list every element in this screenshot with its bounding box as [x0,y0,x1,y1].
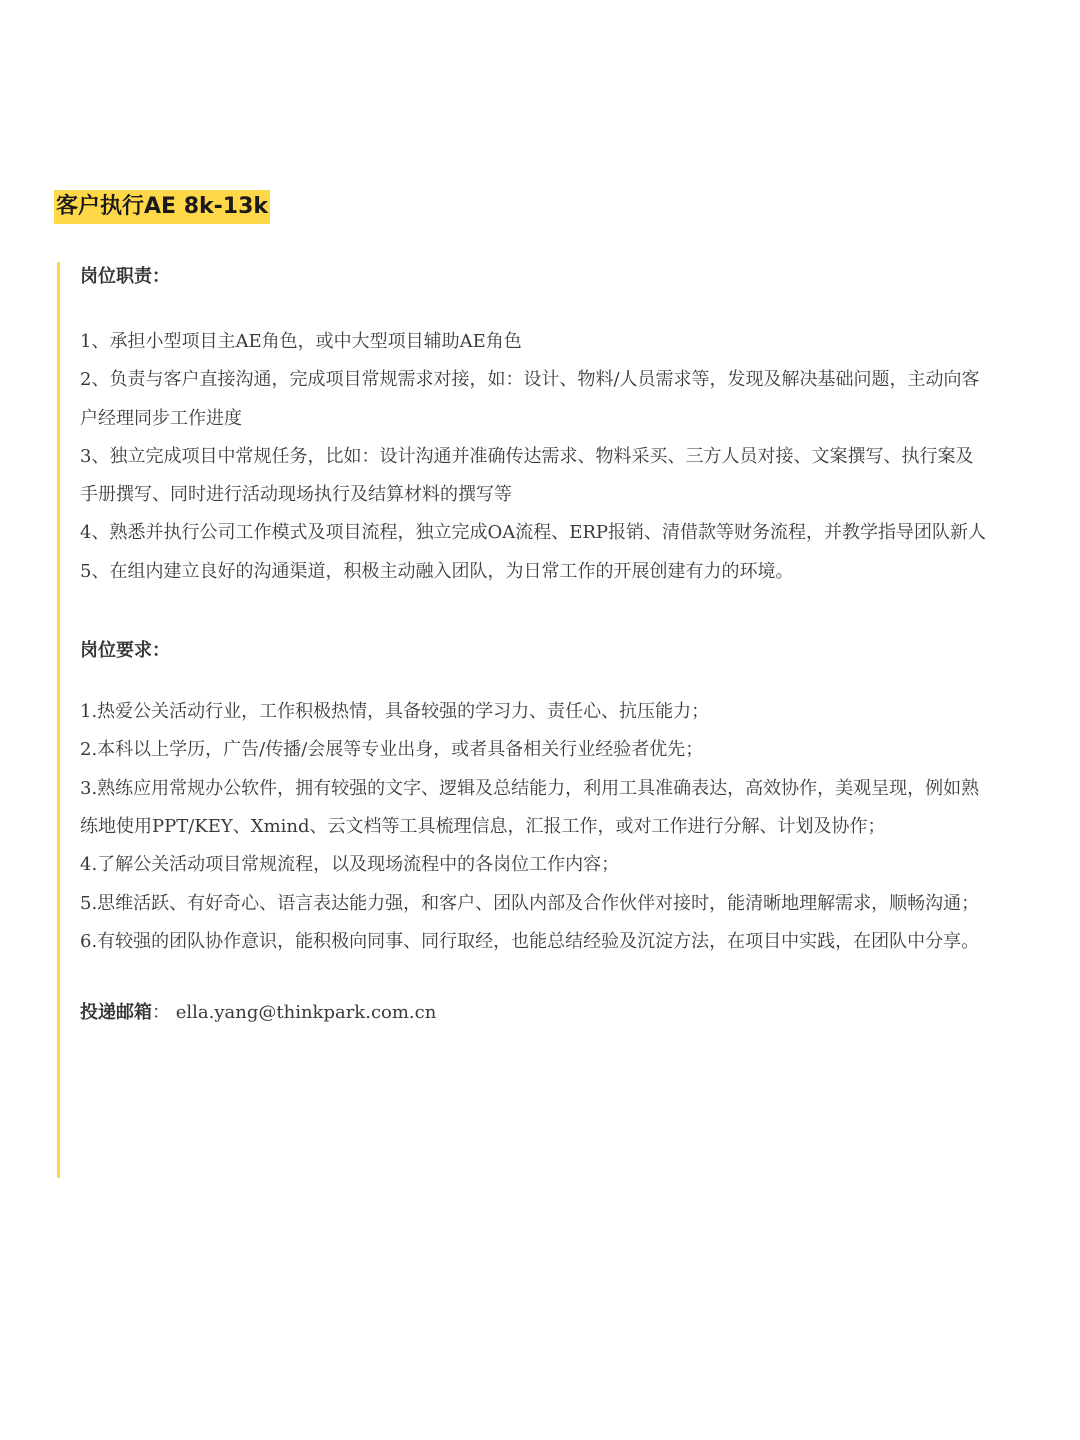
list-item: 3.熟练应用常规办公软件，拥有较强的文字、逻辑及总结能力，利用工具准确表达，高效协作，美观呈现，例如熟练地使用PPT/KEY、Xmind、云文档等工具梳理信息，汇报工作，或对工作进行分解、计划及协作； [80,777,980,837]
email-label: 投递邮箱 [80,1002,152,1024]
list-item: 4、熟悉并执行公司工作模式及项目流程，独立完成OA流程、ERP报销、清借款等财务流程，并教学指导团队新人 [80,522,987,544]
list-item: 3、独立完成项目中常规任务，比如：设计沟通并准确传达需求、物料采买、三方人员对接、文案撰写、执行案及手册撰写、同时进行活动现场执行及结算材料的撰写等 [80,445,974,506]
title-wrap [54,190,270,224]
list-item: 2.本科以上学历，广告/传播/会展等专业出身，或者具备相关行业经验者优先； [80,739,704,761]
content [80,258,990,1032]
list-item: 1.热爱公关活动行业，工作积极热情，具备较强的学习力、责任心、抗压能力； [80,701,710,723]
email-separator: ： [152,1002,170,1024]
list-item: 6.有较强的团队协作意识，能积极向同事、同行取经，也能总结经验及沉淀方法，在项目中实践，在团队中分享。 [80,930,980,952]
list-item: 1、承担小型项目主AE角色，或中大型项目辅助AE角色 [80,331,522,352]
list-item: 4.了解公关活动项目常规流程，以及现场流程中的各岗位工作内容； [80,854,620,876]
list-item: 2、负责与客户直接沟通，完成项目常规需求对接，如：设计、物料/人员需求等，发现及解决基础问题，主动向客户经理同步工作进度 [80,369,980,429]
duties-heading: 岗位职责： [80,266,170,287]
contact-row [80,994,990,1032]
list-item: 5、在组内建立良好的沟通渠道，积极主动融入团队，为日常工作的开展创建有力的环境。 [80,560,794,582]
accent-bar [57,262,60,1178]
requirements-heading: 岗位要求： [80,640,170,662]
email-address[interactable]: ella.yang@thinkpark.com.cn [175,1002,437,1024]
duties-list [80,323,990,591]
list-item: 5.思维活跃、有好奇心、语言表达能力强，和客户、团队内部及合作伙伴对接时，能清晰地理解需求，顺畅沟通； [80,892,980,914]
page-title: 客户执行AE 8k-13k [54,190,270,224]
requirements-list [80,693,990,961]
